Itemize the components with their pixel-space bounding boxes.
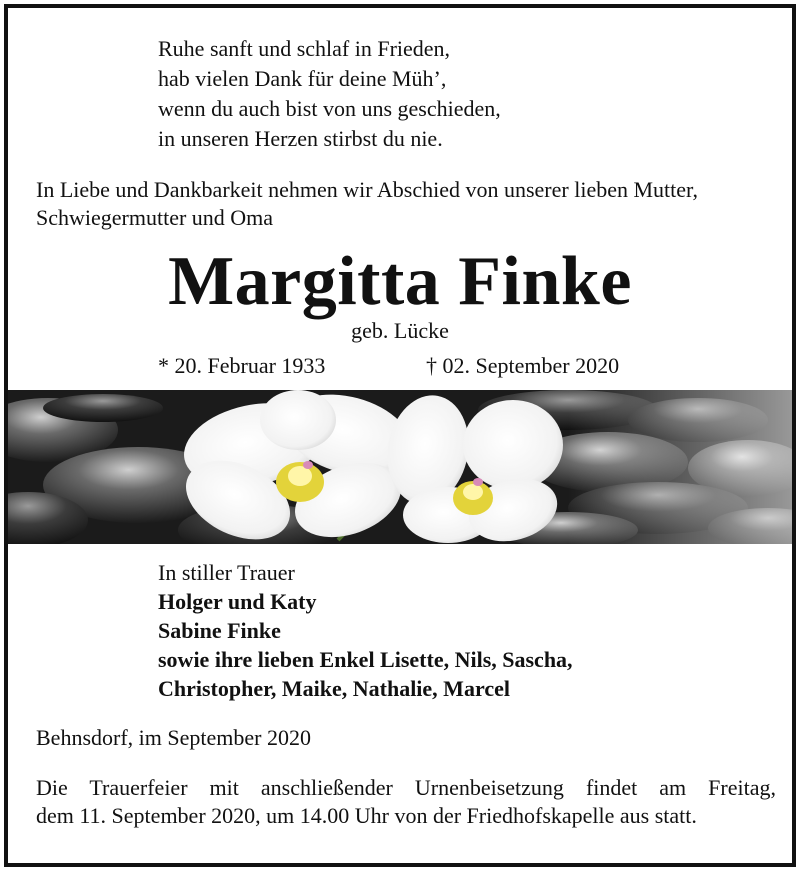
mourner-name: Christopher, Maike, Nathalie, Marcel (158, 676, 510, 701)
mourner-name: Sabine Finke (158, 618, 281, 643)
deceased-name: Margitta Finke (168, 243, 632, 320)
poem-line: Ruhe sanft und schlaf in Frieden, (158, 36, 451, 61)
funeral-notice (36, 774, 776, 830)
poem-line: wenn du auch bist von uns geschieden, (158, 96, 501, 121)
mourning-heading: In stiller Trauer (158, 560, 295, 585)
farewell-intro (36, 176, 776, 232)
notice-line: Die Trauerfeier mit anschließender Urnenbeisetzung findet am Freitag, (36, 775, 776, 800)
orchid-photo (8, 390, 792, 544)
poem-line: in unseren Herzen stirbst du nie. (158, 126, 443, 151)
intro-line: Schwiegermutter und Oma (36, 205, 274, 230)
poem-line: hab vielen Dank für deine Müh’, (158, 66, 447, 91)
maiden-name: geb. Lücke (351, 318, 449, 343)
death-date: † 02. September 2020 (426, 353, 620, 378)
birth-date: * 20. Februar 1933 (158, 353, 326, 378)
obituary-notice (4, 4, 796, 867)
poem (158, 34, 501, 154)
mourner-name: Holger und Katy (158, 589, 317, 614)
place-date: Behnsdorf, im September 2020 (36, 725, 311, 750)
intro-line: In Liebe und Dankbarkeit nehmen wir Abschied von unserer lieben Mutter, (36, 177, 698, 202)
mourner-name: sowie ihre lieben Enkel Lisette, Nils, Sascha, (158, 647, 573, 672)
notice-line: dem 11. September 2020, um 14.00 Uhr von der Friedhofskapelle aus statt. (36, 803, 697, 828)
mourners-section (158, 558, 573, 703)
